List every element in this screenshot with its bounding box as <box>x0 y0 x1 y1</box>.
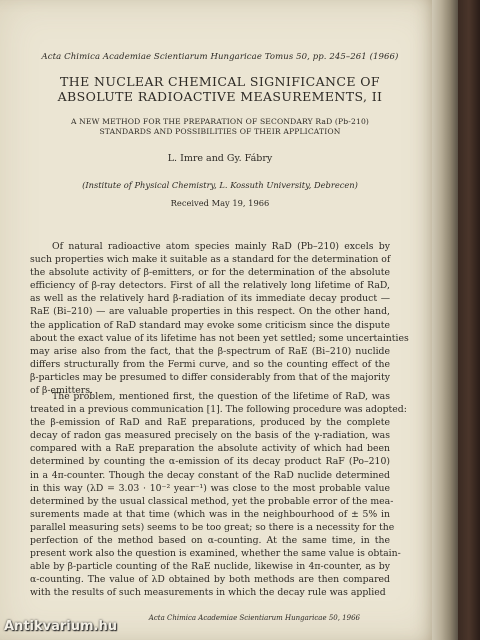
text-line: The problem, mentioned first, the question of the lifetime of RaD, was <box>52 391 390 402</box>
text-line: compared with a RaE preparation the absolute activity of which had been <box>30 443 390 455</box>
text-line: the application of RaD standard may evoke some criticism since the dispute <box>30 319 390 331</box>
text-line: determined by the usual classical method, yet the probable error of the mea- <box>30 495 394 507</box>
page-footer: Acta Chimica Academiae Scientiarum Hungaricae 50, 1966 <box>148 614 360 622</box>
received-date: Received May 19, 1966 <box>170 198 270 208</box>
text-line: decay of radon gas measured precisely on the basis of the γ-radiation, was <box>30 430 390 442</box>
text-line: in this way (λD = 3.03 · 10⁻² year⁻¹) was close to the most probable value <box>30 482 390 494</box>
book-cover <box>458 0 480 640</box>
text-line: with the results of such measurements in which the decay rule was applied <box>30 587 386 599</box>
authors: L. Imre and Gy. Fábry <box>167 153 273 164</box>
article-title-line-2: ABSOLUTE RADIOACTIVE MEASUREMENTS, II <box>57 89 383 104</box>
page-edge <box>432 0 458 640</box>
text-line: may arise also from the fact, that the β-spectrum of RaE (Bi–210) nuclide <box>30 345 390 357</box>
article-title-line-1: THE NUCLEAR CHEMICAL SIGNIFICANCE OF <box>60 74 380 89</box>
text-line: about the exact value of its lifetime has not been yet settled; some uncertainties <box>30 332 409 344</box>
institution: (Institute of Physical Chemistry, L. Kossuth University, Debrecen) <box>82 180 358 190</box>
text-line: such properties wich make it suitable as a standard for the determination of <box>30 254 391 266</box>
text-line: treated in a previous communication [1]. The following procedure was adopted: <box>30 404 407 416</box>
text-line: differs structurally from the Fermi curve, and so the counting effect of the <box>30 358 390 370</box>
text-line: able by β-particle counting of the RaE nuclide, likewise in 4π-counter, as by <box>30 561 390 573</box>
text-line: the absolute activity of β-emitters, or for the determination of the absolute <box>30 267 390 279</box>
text-line: present work also the question is examined, whether the same value is obtain- <box>30 548 401 560</box>
text-line: the β-emission of RaD and RaE preparations, produced by the complete <box>30 417 390 429</box>
subtitle-line-1: A NEW METHOD FOR THE PREPARATION OF SECONDARY RaD (Pb-210) <box>70 117 370 126</box>
text-line: efficiency of β-ray detectors. First of all the relatively long lifetime of RaD, <box>30 280 390 292</box>
paragraph-2 <box>30 390 407 600</box>
text-line: α-counting. The value of λD obtained by both methods are then compared <box>30 574 390 586</box>
subtitle-line-2: STANDARDS AND POSSIBILITIES OF THEIR APPLICATION <box>99 127 341 136</box>
paragraph-1 <box>30 240 409 397</box>
journal-citation: Acta Chimica Academiae Scientiarum Hungaricae Tomus 50, pp. 245–261 (1966) <box>41 52 399 62</box>
text-line: determined by counting the α-emission of its decay product RaF (Po–210) <box>30 456 390 468</box>
text-line: surements made at that time (which was in the neighbourhood of ± 5% in <box>30 508 390 520</box>
watermark-logo: Antikvarium.hu <box>4 619 117 634</box>
text-line: RaE (Bi–210) — are valuable properties in this respect. On the other hand, <box>30 306 390 318</box>
text-line: of β-emitters. <box>30 385 93 397</box>
text-line: as well as the relatively hard β-radiation of its immediate decay product — <box>30 293 390 305</box>
text-line: β-particles may be presumed to differ considerably from that of the majority <box>30 371 390 383</box>
text-line: parallel measuring sets) seems to be too great; so there is a necessity for the <box>30 521 395 533</box>
text-line: in a 4π-counter. Though the decay constant of the RaD nuclide determined <box>30 469 390 481</box>
text-line: Of natural radioactive atom species mainly RaD (Pb–210) excels by <box>52 241 390 252</box>
text-line: perfection of the method based on α-counting. At the same time, in the <box>30 535 390 547</box>
